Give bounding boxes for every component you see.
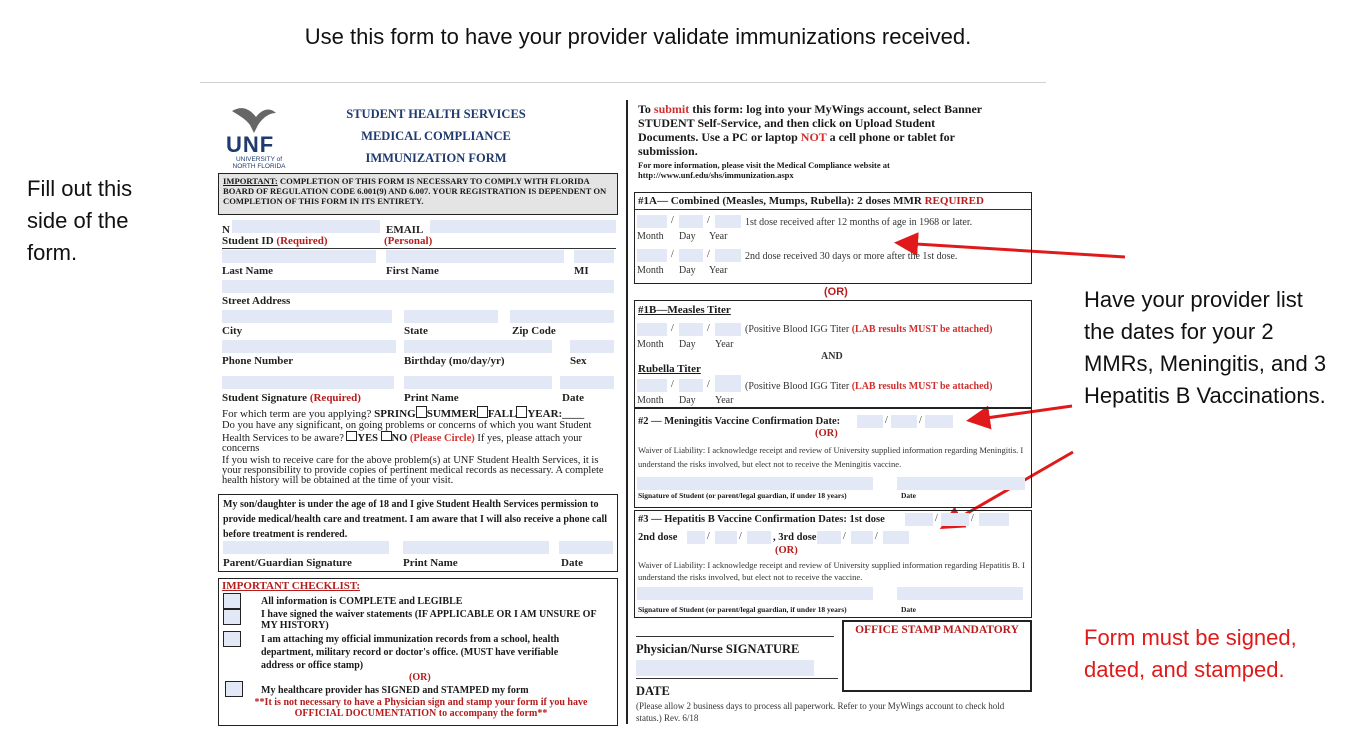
signature-label: Student Signature (222, 392, 308, 404)
concerns-text: Do you have any significant, on going problems or concerns of which you want Student Health Services to be aware? (222, 420, 592, 444)
form-right-page (636, 100, 1036, 728)
mmr2-year-label: Year (709, 265, 728, 276)
mi-label: MI (574, 265, 589, 277)
checklist-checkbox-4[interactable] (225, 681, 243, 697)
date-field[interactable] (560, 376, 614, 389)
mmr1-day-label: Day (679, 231, 696, 242)
measles-year-label: Year (715, 339, 734, 350)
term-row (222, 406, 584, 420)
sex-field[interactable] (570, 340, 614, 353)
meningitis-day[interactable] (891, 415, 917, 428)
meningitis-signature-field[interactable] (637, 477, 873, 490)
form-header-line1: STUDENT HEALTH SERVICES (346, 107, 526, 121)
zip-field[interactable] (510, 310, 614, 323)
important-label: IMPORTANT: (223, 176, 278, 186)
student-id-label: Student ID (222, 235, 274, 247)
physician-signature-label: Physician/Nurse SIGNATURE (636, 642, 800, 656)
note-provider: Have your provider list the dates for your 2 MMRs, Meningitis, and 3 Hepatitis B Vaccinations. (1084, 287, 1327, 408)
measles-lab: (LAB results MUST be attached) (851, 324, 993, 335)
page-divider (626, 100, 628, 724)
meningitis-date-field[interactable] (897, 477, 1025, 490)
concerns-care-text: If you wish to receive care for the above problem(s) at UNF Student Health Services, it is your responsibility to provide copies of pertinent medical records as necessary. A complete health history will be obtained at the time of your visit. (222, 455, 604, 486)
signature-field[interactable] (222, 376, 394, 389)
form-header-line2: MEDICAL COMPLIANCE (361, 129, 511, 143)
name-field[interactable] (232, 220, 380, 233)
term-question: For which term are you applying? (222, 408, 372, 420)
guardian-sig-label: Parent/Guardian Signature (223, 557, 352, 569)
or-label-1: (OR) (824, 286, 848, 298)
term-fall[interactable]: FALL (487, 408, 517, 420)
meningitis-title: #2 — Meningitis Vaccine Confirmation Date: (638, 416, 841, 427)
physician-date-line (636, 678, 838, 679)
measles-positive: (Positive Blood IGG Titer (745, 324, 850, 335)
mmr-box: #1A— Combined (Measles, Mumps, Rubella): 2 doses MMR REQUIRED / / 1st dose received after 12 months of age in 1968 or later. Month Day Year / / 2nd dose received 30 days or more after the 1st dose. Month Day Year (634, 192, 1032, 284)
mmr2-day-label: Day (679, 265, 696, 276)
mmr2-day[interactable] (679, 249, 703, 262)
fall-checkbox[interactable] (516, 406, 527, 418)
form-left-page (218, 100, 620, 728)
mmr-required: REQUIRED (924, 195, 984, 207)
osprey-logo-icon (228, 103, 278, 135)
rubella-year[interactable] (715, 375, 741, 392)
hepb-dose2-month[interactable] (687, 531, 705, 544)
n-label: N (222, 224, 230, 236)
term-year[interactable]: YEAR:____ (527, 408, 585, 420)
mmr1-year[interactable] (715, 215, 741, 228)
hepb-dose1-month[interactable] (905, 513, 933, 526)
print-name-label: Print Name (404, 392, 459, 404)
mmr2-month[interactable] (637, 249, 667, 262)
first-name-field[interactable] (386, 250, 564, 263)
mi-field[interactable] (574, 250, 614, 263)
birthday-field[interactable] (404, 340, 552, 353)
checklist-title: IMPORTANT CHECKLIST: (222, 580, 361, 592)
measles-year[interactable] (715, 323, 741, 336)
hepb-dose3-year[interactable] (883, 531, 909, 544)
note-signed: Form must be signed, dated, and stamped. (1084, 625, 1297, 682)
submit-not: NOT (800, 130, 827, 144)
footer-note: (Please allow 2 business days to process all paperwork. Refer to your MyWings account to check hold status.) Rev. 6/18 (636, 701, 1005, 723)
guardian-signature-field[interactable] (223, 541, 389, 554)
city-label: City (222, 325, 243, 337)
mmr2-year[interactable] (715, 249, 741, 262)
instruction-heading: Use this form to have your provider validate immunizations received. (304, 24, 972, 49)
hepb-title: #3 — Hepatitis B Vaccine Confirmation Dates: 1st dose (638, 514, 885, 525)
submit-instructions (638, 102, 988, 158)
meningitis-sig-label: Signature of Student (or parent/legal guardian, if under 18 years) (638, 491, 847, 500)
last-name-label: Last Name (222, 265, 274, 277)
guardian-print-label: Print Name (403, 557, 458, 569)
phone-label: Phone Number (222, 355, 294, 367)
hepb-sig-label: Signature of Student (or parent/legal guardian, if under 18 years) (638, 605, 847, 614)
checklist-checkbox-2[interactable] (223, 609, 241, 625)
hepb-dose1-year[interactable] (979, 513, 1009, 526)
titer-box: #1B—Measles Titer / / (Positive Blood IGG Titer (LAB results MUST be attached) Month Day Year AND Rubella Titer / / (Positive Blood IGG Titer (LAB results MUST be attached) Month Day Year (634, 300, 1032, 408)
rule (635, 209, 1031, 210)
hepb-dose3-day[interactable] (851, 531, 873, 544)
print-name-field[interactable] (404, 376, 552, 389)
minor-text: My son/daughter is under the age of 18 and I give Student Health Services permission to provide medical/health care and treatment. I am aware that I will also receive a phone call before treatment is rendered. (223, 499, 608, 540)
phone-field[interactable] (222, 340, 396, 353)
rubella-month[interactable] (637, 379, 667, 392)
mmr1-month[interactable] (637, 215, 667, 228)
city-field[interactable] (222, 310, 392, 323)
mmr1-year-label: Year (709, 231, 728, 242)
checklist-checkbox-1[interactable] (223, 593, 241, 609)
checklist-item-2: I have signed the waiver statements (IF APPLICABLE OR I AM UNSURE OF MY HISTORY) (261, 609, 597, 631)
yes-checkbox[interactable] (346, 431, 357, 441)
physician-signature-field[interactable] (636, 660, 814, 676)
submit-to: To (638, 102, 654, 116)
guardian-date-field[interactable] (559, 541, 613, 554)
meningitis-or: (OR) (815, 428, 838, 439)
meningitis-waiver: Waiver of Liability: I acknowledge receipt and review of University supplied information regarding Meningitis. I understand the risks involved, but elect not to receive the Meningitis vaccine. (638, 445, 1024, 469)
physician-date-label: DATE (636, 684, 670, 698)
rubella-year-label: Year (715, 395, 734, 406)
office-stamp-box[interactable] (842, 620, 1032, 692)
physician-sig-line (636, 636, 834, 637)
term-summer[interactable]: SUMMER (426, 408, 477, 420)
submit-part2: a cell phone or tablet for submission. (638, 130, 955, 158)
checklist-checkbox-3[interactable] (223, 631, 241, 647)
required-tag-2: (Required) (309, 392, 361, 404)
important-text: COMPLETION OF THIS FORM IS NECESSARY TO COMPLY WITH FLORIDA BOARD OF REGULATION CODE 6.001(9) AND 6.007. YOUR REGISTRATION IS DEPENDENT ON COMPLETION OF THIS FORM IN ITS ENTIRETY. (223, 176, 607, 206)
note-fill-left: Fill out this side of the form. (27, 176, 133, 265)
minor-consent-box (218, 494, 618, 572)
spring-checkbox[interactable] (416, 406, 427, 418)
sex-label: Sex (570, 355, 587, 367)
yes-label: YES (357, 433, 378, 444)
email-field[interactable] (430, 220, 616, 233)
rubella-positive: (Positive Blood IGG Titer (745, 381, 850, 392)
mmr-title: #1A— Combined (Measles, Mumps, Rubella): 2 doses MMR (638, 195, 922, 207)
form-header-line3: IMMUNIZATION FORM (365, 151, 507, 165)
no-checkbox[interactable] (381, 431, 392, 441)
checklist-item-3: I am attaching my official immunization records from a school, health department, military record or doctor's office. (MUST have verifiable address or office stamp) (261, 634, 560, 671)
hepb-or: (OR) (775, 545, 798, 556)
hepb-dose2-year[interactable] (747, 531, 771, 544)
mmr-dose2-text: 2nd dose received 30 days or more after the 1st dose. (745, 251, 958, 262)
email-label: EMAIL (386, 224, 424, 236)
mmr1-day[interactable] (679, 215, 703, 228)
term-spring[interactable]: SPRING (374, 408, 416, 420)
rubella-titer-title: Rubella Titer (638, 363, 701, 375)
mmr-dose1-text: 1st dose received after 12 months of age in 1968 or later. (745, 217, 973, 228)
hepb-signature-field[interactable] (637, 587, 873, 600)
measles-day-label: Day (679, 339, 696, 350)
concerns-block (222, 421, 618, 486)
state-label: State (404, 325, 428, 337)
hepb-waiver: Waiver of Liability: I acknowledge receipt and review of University supplied information regarding Hepatitis B. I understand the risks involved, but elect not to receive the vaccine. (638, 560, 1025, 582)
personal-tag: (Personal) (384, 235, 433, 247)
measles-month-label: Month (637, 339, 664, 350)
rubella-month-label: Month (637, 395, 664, 406)
rubella-lab: (LAB results MUST be attached) (851, 381, 993, 392)
first-name-label: First Name (386, 265, 439, 277)
hepb-dose1-day[interactable] (941, 513, 969, 526)
last-name-field[interactable] (222, 250, 376, 263)
meningitis-month[interactable] (857, 415, 883, 428)
titer-and: AND (821, 351, 843, 362)
state-field[interactable] (404, 310, 498, 323)
concerns-attach: If yes, please attach your concerns (222, 433, 583, 454)
hepb-dose2-day[interactable] (715, 531, 737, 544)
mmr1-month-label: Month (637, 231, 664, 242)
summer-checkbox[interactable] (477, 406, 488, 418)
submit-part1: this form: log into your MyWings account, select Banner STUDENT Self-Service, and then click on Upload Student Documents. Use a PC or laptop (638, 102, 982, 144)
checklist-item-1: All information is COMPLETE and LEGIBLE (261, 596, 463, 607)
hepb-date-label: Date (901, 605, 916, 614)
office-stamp-label: OFFICE STAMP MANDATORY (855, 624, 1019, 636)
measles-month[interactable] (637, 323, 667, 336)
checklist-box (218, 578, 618, 726)
meningitis-year[interactable] (925, 415, 953, 428)
mmr2-month-label: Month (637, 265, 664, 276)
rubella-day[interactable] (679, 379, 703, 392)
zip-label: Zip Code (512, 325, 556, 337)
required-tag: (Required) (276, 235, 328, 247)
checklist-footnote: **It is not necessary to have a Physician sign and stamp your form if you have OFFICIAL DOCUMENTATION to accompany the form** (254, 697, 588, 719)
street-label: Street Address (222, 295, 291, 307)
checklist-or: (OR) (409, 672, 431, 683)
street-field[interactable] (222, 280, 614, 293)
measles-titer-title: #1B—Measles Titer (638, 304, 731, 316)
meningitis-date-label: Date (901, 491, 916, 500)
hepb-date-field[interactable] (897, 587, 1023, 600)
meningitis-box: #2 — Meningitis Vaccine Confirmation Date: / / (OR) Waiver of Liability: I acknowledge receipt and review of University supplied information regarding Meningitis. I understand the risks involved, but elect not to receive the Meningitis vaccine. Signature of Student (or parent/legal guardian, if under 18 years) Date (634, 408, 1032, 508)
hepb-box: #3 — Hepatitis B Vaccine Confirmation Dates: 1st dose / / 2nd dose / / , 3rd dose / / (OR) Waiver of Liability: I acknowledge receipt and review of University supplied information regarding Hepatitis B. I understand the risks involved, but elect not to receive the vaccine. Signature of Student (or parent/legal guardian, if under 18 years) Date (634, 510, 1032, 618)
hepb-dose2-label: 2nd dose (638, 532, 678, 543)
submit-word: submit (653, 102, 690, 116)
rule (222, 248, 616, 249)
measles-day[interactable] (679, 323, 703, 336)
hepb-dose3-month[interactable] (817, 531, 841, 544)
hepb-dose3-label: , 3rd dose (773, 532, 817, 543)
logo-subtext: UNIVERSITY of NORTH FLORIDA (232, 156, 286, 170)
guardian-print-field[interactable] (403, 541, 549, 554)
date-label: Date (562, 392, 584, 404)
important-notice (218, 173, 618, 215)
rubella-day-label: Day (679, 395, 696, 406)
birthday-label: Birthday (mo/day/yr) (404, 355, 505, 367)
checklist-item-4: My healthcare provider has SIGNED and STAMPED my form (261, 685, 529, 696)
no-label: NO (391, 433, 408, 444)
more-info: For more information, please visit the Medical Compliance website at http://www.unf.edu/shs/immunization.aspx (638, 160, 890, 180)
logo-unf: UNF (226, 132, 275, 157)
guardian-date-label: Date (561, 557, 583, 569)
please-circle: (Please Circle) (409, 433, 475, 444)
